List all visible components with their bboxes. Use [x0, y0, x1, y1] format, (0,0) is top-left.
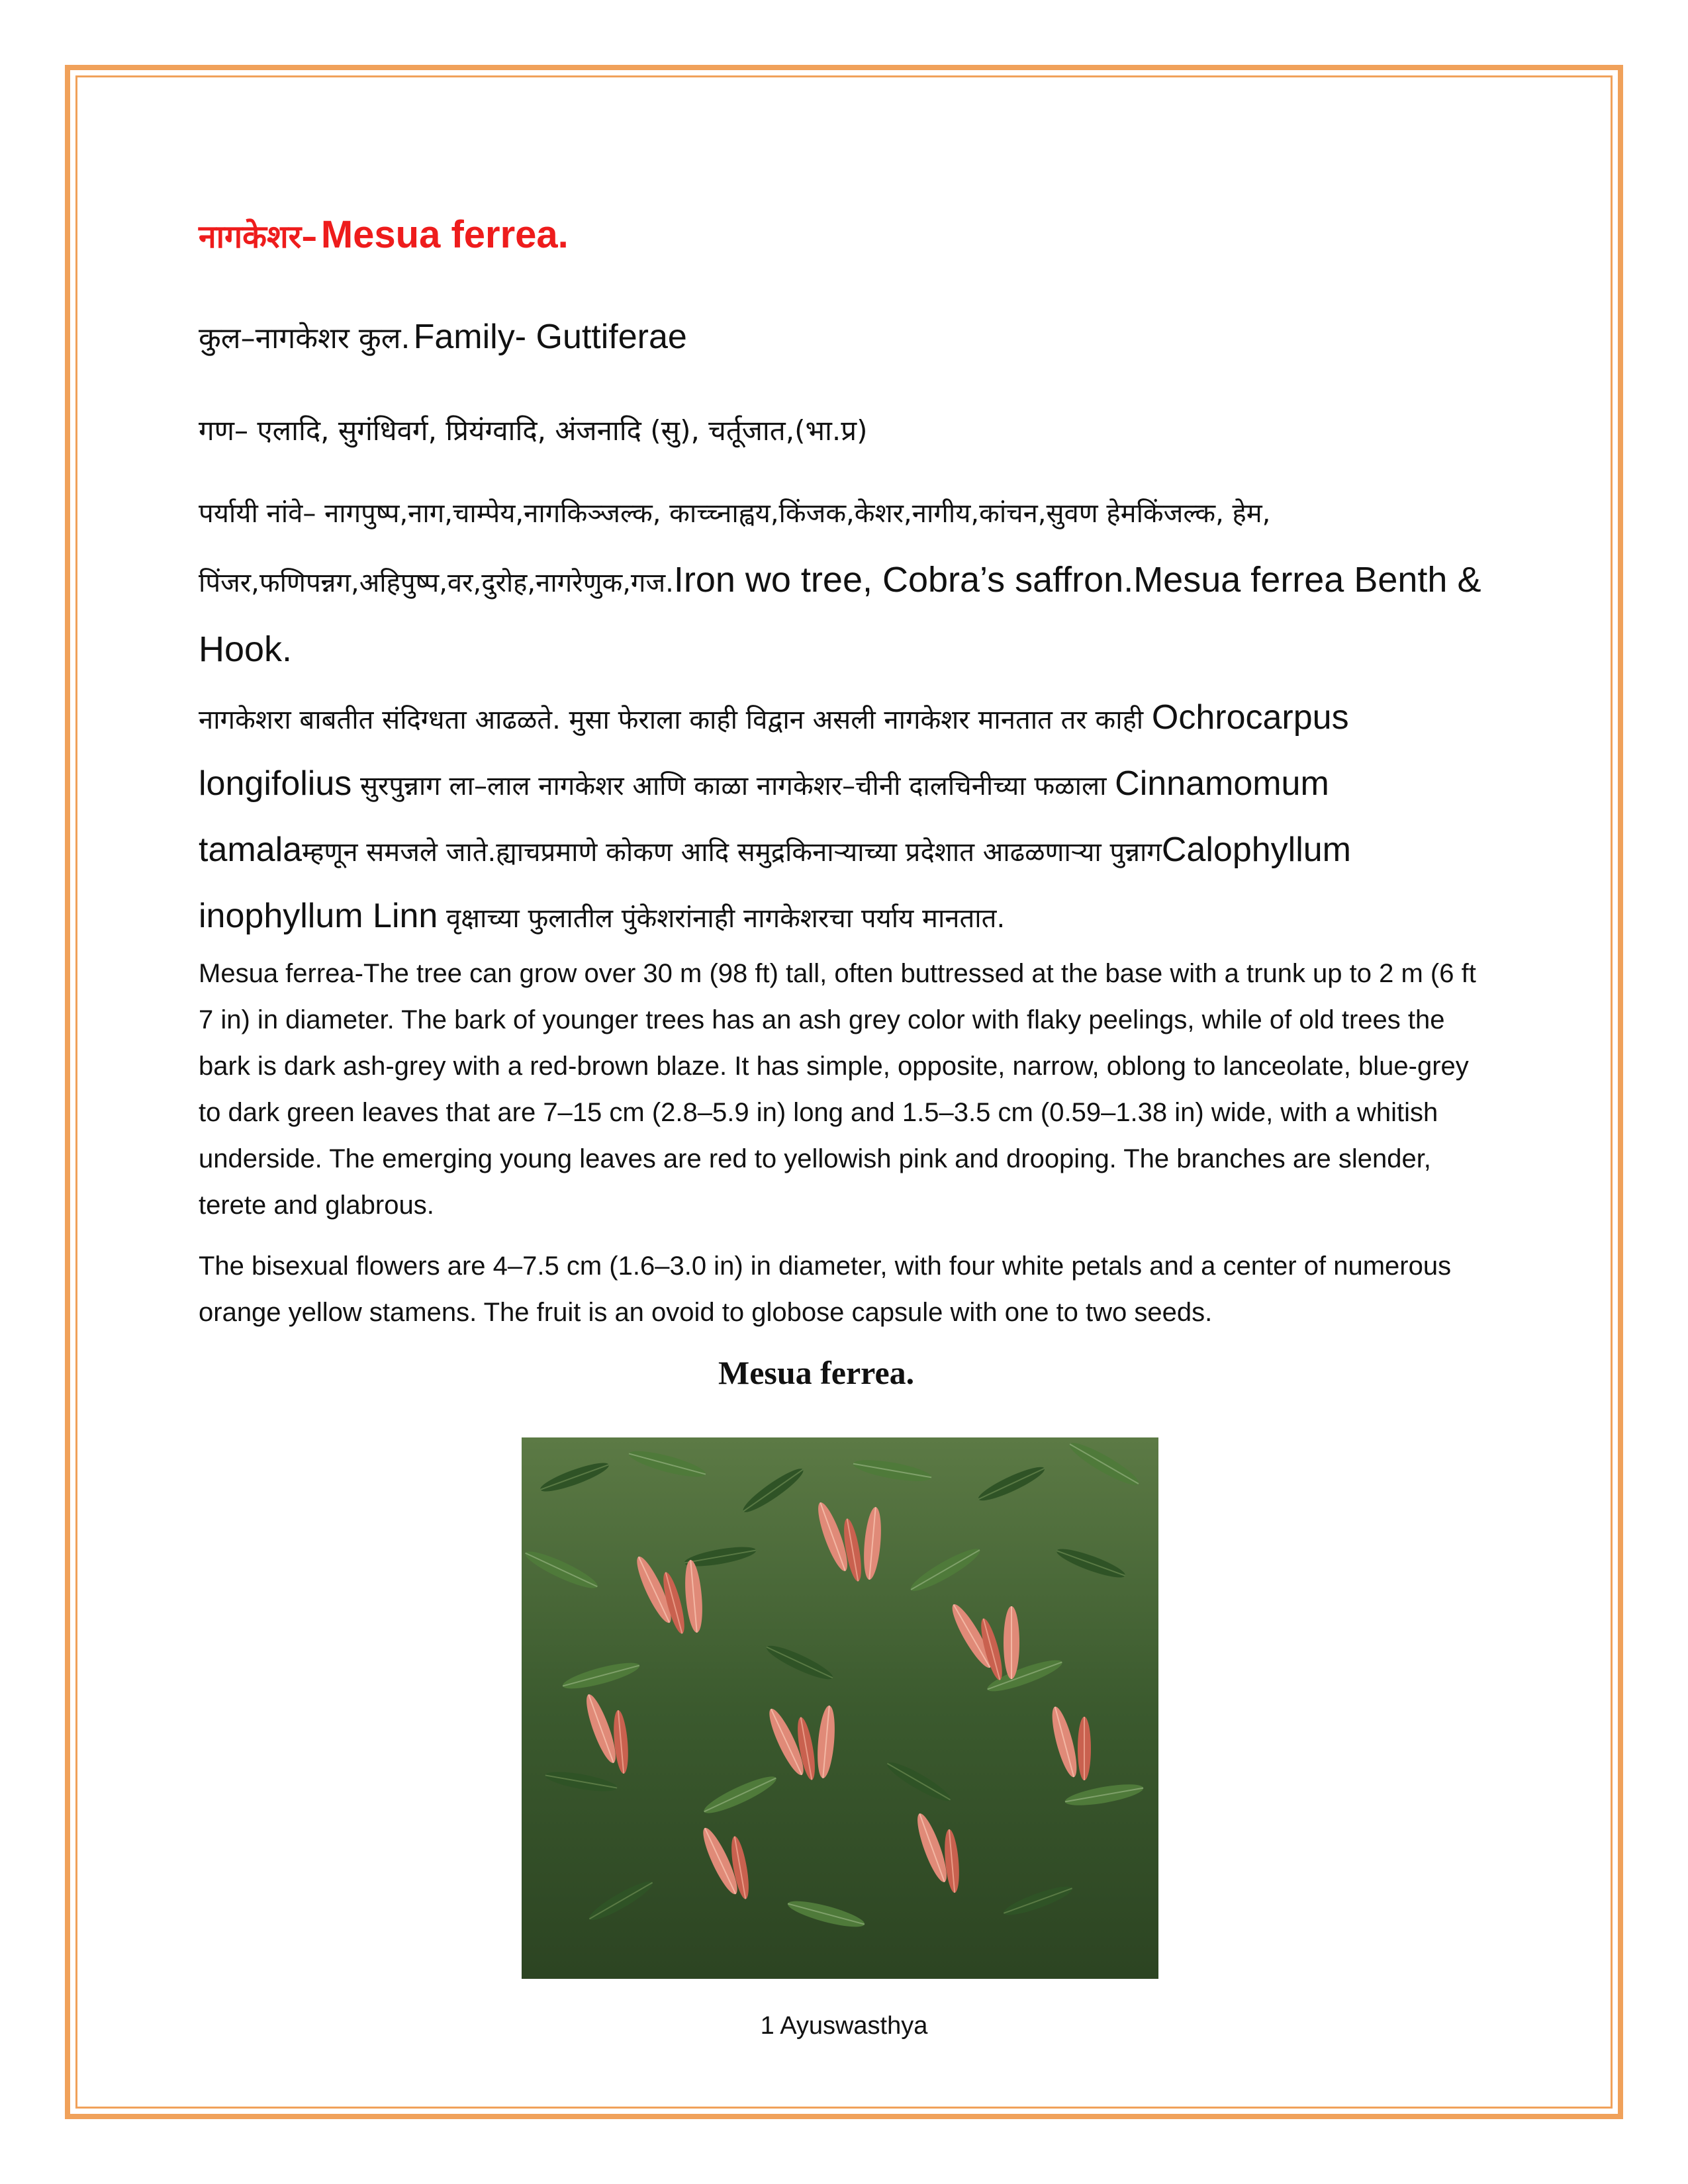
description-paragraph-2: The bisexual flowers are 4–7.5 cm (1.6–3.0 in) in diameter, with four white petals and a center of numerous orange yellow stamens. The fruit is an ovoid to globose capsule with one to two seeds. — [199, 1251, 1452, 1327]
family-line — [199, 300, 1496, 381]
note-latin-3: Calophyllum inophyllum Linn — [199, 831, 1352, 935]
gana-line: गण– एलादि, सुगंधिवर्ग, प्रियंग्वादि, अंजनादि (सु), चर्तूजात,(भा.प्र) — [199, 414, 868, 447]
page-title — [199, 199, 1496, 281]
synonyms-paragraph — [199, 480, 1496, 686]
page-content — [199, 199, 1496, 1336]
family-marathi: कुल–नागकेशर कुल. — [199, 322, 410, 355]
title-marathi: नागकेशर– — [199, 218, 318, 255]
description-paragraph-1: Mesua ferrea-The tree can grow over 30 m (98 ft) tall, often buttressed at the base with a trunk up to 2 m (6 ft 7 in) in diameter. The bark of younger trees has an ash grey color with flaky peelings, while of old trees the bark is dark ash-grey with a red-brown blaze. It has simple, opposite, narrow, oblong to lanceolate, blue-grey to dark green leaves that are 7–15 cm (2.8–5.9 in) long and 1.5–3.5 cm (0.59–1.38 in) wide, with a whitish underside. The emerging young leaves are red to yellowish pink and drooping. The branches are slender, terete and glabrous. — [199, 959, 1476, 1220]
page-footer: 1 Ayuswasthya — [760, 2012, 928, 2040]
synonyms-english: Iron wo tree, Cobra’s saffron.Mesua ferrea Benth & Hook. — [199, 560, 1481, 669]
family-latin: Family- Guttiferae — [413, 318, 687, 356]
note-latin-2: Cinnamomum tamala — [199, 764, 1329, 869]
title-latin: Mesua ferrea. — [320, 213, 569, 256]
note-latin-1: Ochrocarpus longifolius — [199, 698, 1349, 803]
mesua-ferrea-photo — [522, 1437, 1158, 1979]
note-part-3: म्हणून समजले जाते.ह्याचप्रमाणे कोकण आदि समुद्रकिनाऱ्याच्या प्रदेशात आढळणाऱ्या पुन्नाग — [302, 837, 1162, 868]
foliage-image — [522, 1437, 1158, 1979]
note-part-4: वृक्षाच्या फुलातील पुंकेशरांनाही नागकेशरचा पर्याय मानतात. — [438, 903, 1006, 934]
synonyms-marathi: पर्यायी नांवे– नागपुष्प,नाग,चाम्पेय,नागकिञ्जल्क, काच्च्नाह्वय,किंजक,केशर,नागीय,कांचन,सुवण हेमकिंजल्क, हेम, पिंजर,फणिपन्नग,अहिपुष्प,वर,दुरोह,नागरेणुक,गज. — [199, 498, 1271, 598]
note-part-1: नागकेशरा बाबतीत संदिग्धता आढळते. मुसा फेराला काही विद्वान असली नागकेशर मानतात तर काही — [199, 705, 1144, 735]
ambiguity-note — [199, 686, 1496, 950]
image-caption: Mesua ferrea. — [718, 1354, 915, 1391]
note-part-2: सुरपुन्नाग ला–लाल नागकेशर आणि काळा नागकेशर–चीनी दालचिनीच्या फळाला — [352, 771, 1115, 801]
